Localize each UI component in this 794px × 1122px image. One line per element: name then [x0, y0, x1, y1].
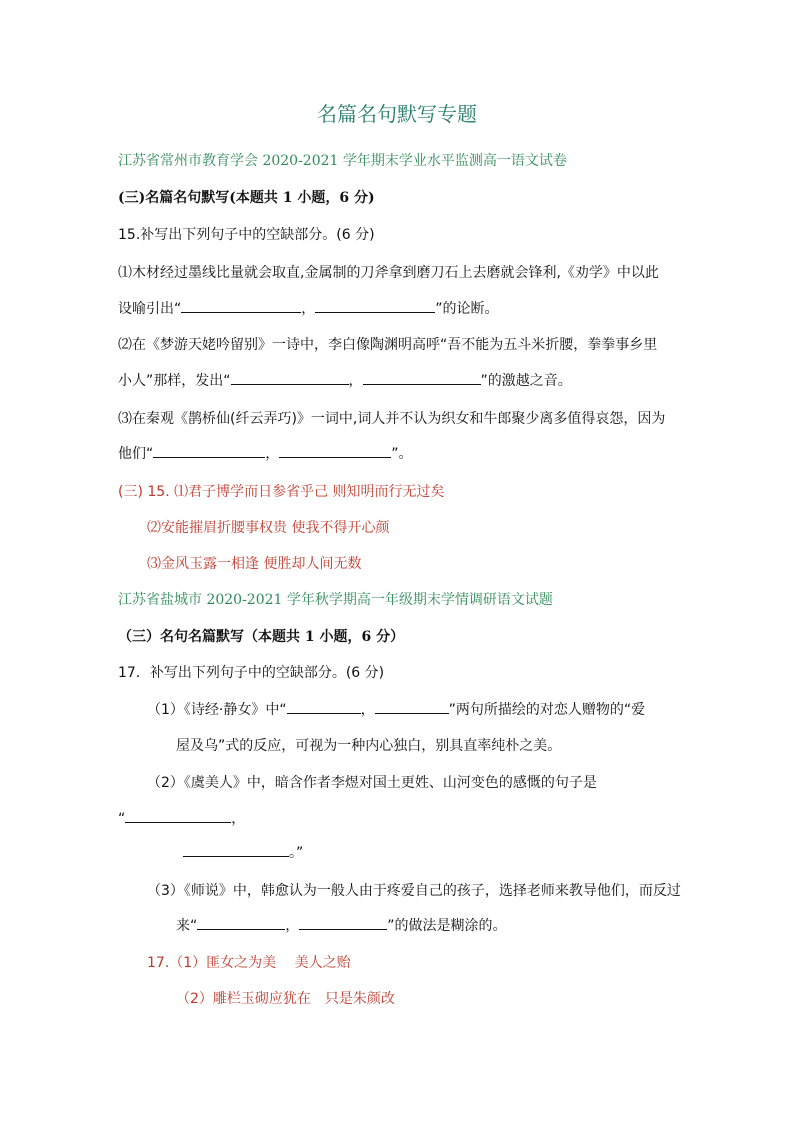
answer-blank[interactable] — [287, 699, 361, 714]
q15-2-line1: ⑵在《梦游天姥吟留别》一诗中，李白像陶渊明高呼“吾不能为五斗米折腰，拳拳事乡里 — [118, 337, 658, 353]
q17-1-line2: 屋及乌”式的反应，可视为一种内心独白，别具直率纯朴之美。 — [176, 738, 562, 754]
q17-3-line2: 来“ ， ”的做法是糊涂的。 — [176, 915, 507, 935]
q15-2-line2: 小人”那样，发出“ ， ”的激越之音。 — [118, 370, 572, 390]
q17-2-line1: （2）《虞美人》中，暗含作者李煜对国土更姓、山河变色的感慨的句子是 — [147, 775, 597, 791]
answer-17-1: 17.（1）匪女之为美 美人之贻 — [147, 955, 351, 971]
q15-1-line2: 设喻引出“ ， ”的论断。 — [118, 298, 499, 318]
answer-blank[interactable] — [153, 443, 265, 458]
answer-blank[interactable] — [375, 699, 449, 714]
q15-1-line1: ⑴木材经过墨线比量就会取直,金属制的刀斧拿到磨刀石上去磨就会锋利,《劝学》中以此 — [118, 265, 659, 281]
answer-blank[interactable] — [279, 443, 391, 458]
answer-blank[interactable] — [299, 915, 387, 930]
answer-15-2: ⑵安能摧眉折腰事权贵 使我不得开心颜 — [147, 520, 390, 536]
answer-17-2: （2）雕栏玉砌应犹在 只是朱颜改 — [176, 991, 395, 1007]
answer-blank[interactable] — [183, 842, 289, 857]
question-15: 15.补写出下列句子中的空缺部分。(6 分) — [118, 227, 375, 243]
source-line-2: 江苏省盐城市 2020-2021 学年秋学期高一年级期末学情调研语文试题 — [118, 592, 553, 608]
section-heading-1: (三)名篇名句默写(本题共 1 小题，6 分) — [118, 190, 375, 206]
answer-blank[interactable] — [231, 370, 349, 385]
question-17: 17．补写出下列句子中的空缺部分。(6 分) — [118, 665, 385, 681]
answer-blank[interactable] — [197, 915, 285, 930]
answer-blank[interactable] — [315, 298, 435, 313]
q17-3-line1: （3）《师说》中，韩愈认为一般人由于疼爱自己的孩子，选择老师来教导他们，而反过 — [147, 883, 681, 899]
section-heading-2: （三）名句名篇默写（本题共 1 小题，6 分） — [118, 629, 405, 645]
answer-blank[interactable] — [181, 298, 301, 313]
answer-15-1: (三) 15. ⑴君子博学而日参省乎己 则知明而行无过矣 — [118, 484, 445, 500]
q15-3-line1: ⑶在秦观《鹊桥仙(纤云弄巧)》一词中,词人并不认为织女和牛郎聚少离多值得哀怨，因为 — [118, 411, 666, 427]
q17-2-line2: “ ， — [118, 808, 245, 828]
answer-15-3: ⑶金风玉露一相逢 便胜却人间无数 — [147, 556, 362, 572]
answer-blank[interactable] — [363, 370, 481, 385]
q15-3-line2: 他们“ ， ”。 — [118, 443, 413, 463]
page-title: 名篇名句默写专题 — [317, 102, 477, 126]
q17-1-line1: （1）《诗经·静女》中“ ， ”两句所描绘的对恋人赠物的“爱 — [147, 699, 645, 719]
answer-blank[interactable] — [125, 808, 231, 823]
q17-2-line3: 。” — [183, 842, 303, 862]
source-line-1: 江苏省常州市教育学会 2020-2021 学年期末学业水平监测高一语文试卷 — [118, 153, 567, 169]
